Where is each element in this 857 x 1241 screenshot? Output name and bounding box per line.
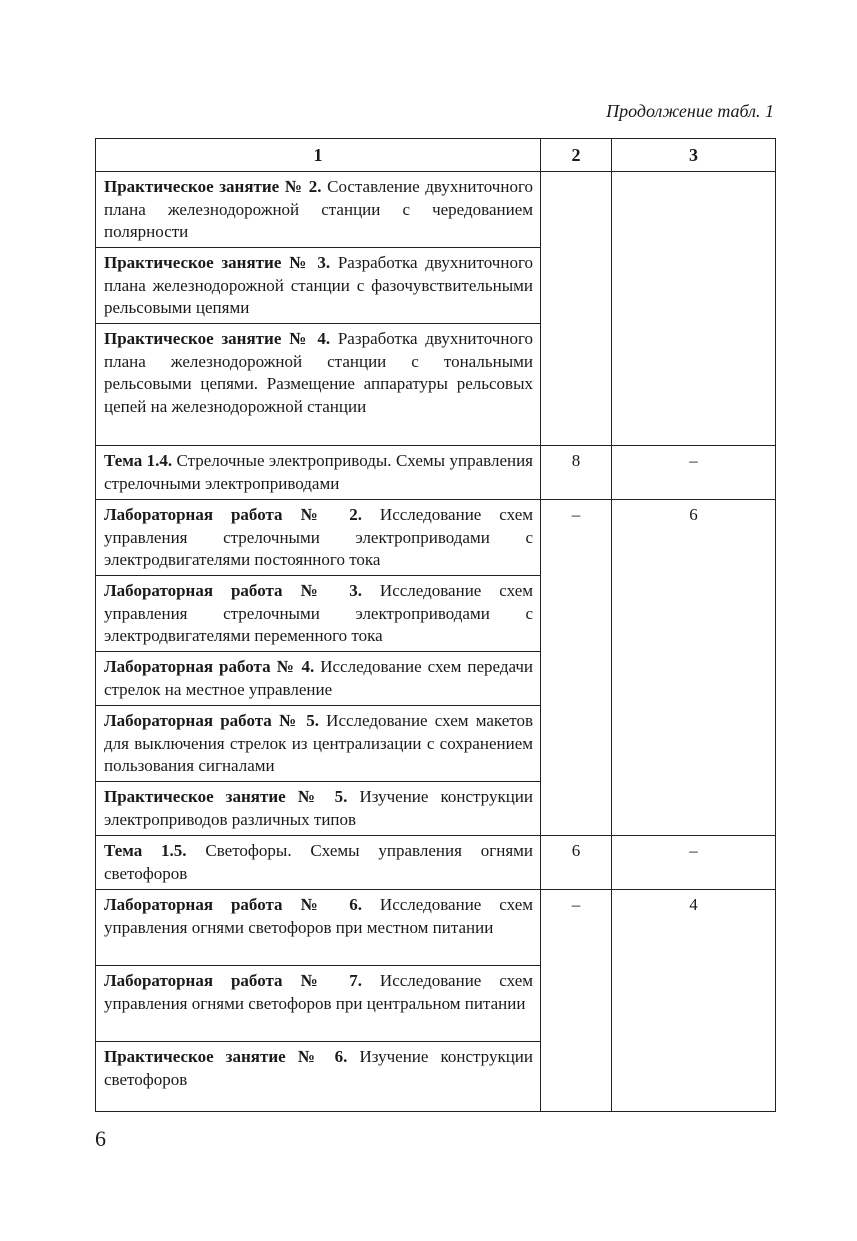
row-title: Лабораторная работа № 7. — [104, 971, 362, 990]
row-title: Лабораторная работа № 2. — [104, 505, 362, 524]
row-text: Исследование схем управления стрелочными электроприводами с электродвигателями постоянного тока — [104, 505, 533, 570]
lab-hours-cell: – — [612, 836, 776, 890]
header-col-3: 3 — [612, 139, 776, 172]
row-topic — [96, 706, 541, 782]
row-text: Светофоры. Схемы управления огнями светофоров — [104, 841, 533, 883]
row-text: Разработка двухниточного плана железнодорожной станции с фазочувствительными рельсовыми цепями — [104, 253, 533, 318]
table-header-row — [96, 139, 776, 172]
header-col-1: 1 — [96, 139, 541, 172]
row-topic — [96, 1042, 541, 1112]
row-text: Исследование схем управления огнями светофоров при местном питании — [104, 895, 533, 937]
lab-hours-cell: 4 — [612, 890, 776, 1112]
hours-cell: 6 — [541, 836, 612, 890]
row-topic — [96, 500, 541, 576]
hours-cell — [541, 172, 612, 446]
curriculum-table — [95, 138, 776, 1112]
table-row — [96, 446, 776, 500]
row-title: Практическое занятие № 3. — [104, 253, 331, 272]
row-title: Практическое занятие № 5. — [104, 787, 348, 806]
row-title: Лабораторная работа № 4. — [104, 657, 315, 676]
row-title: Практическое занятие № 2. — [104, 177, 322, 196]
lab-hours-cell: – — [612, 446, 776, 500]
hours-cell: – — [541, 890, 612, 1112]
hours-cell: 8 — [541, 446, 612, 500]
row-topic — [96, 172, 541, 248]
table-row — [96, 172, 776, 248]
row-topic — [96, 782, 541, 836]
row-topic — [96, 324, 541, 446]
row-topic — [96, 966, 541, 1042]
row-text: Изучение конструкции светофоров — [104, 1047, 533, 1089]
table-row — [96, 836, 776, 890]
table-continuation-caption: Продолжение табл. 1 — [606, 101, 774, 121]
row-text: Стрелочные электроприводы. Схемы управления стрелочными электроприводами — [104, 451, 533, 493]
lab-hours-cell: 6 — [612, 500, 776, 836]
row-title: Лабораторная работа № 3. — [104, 581, 362, 600]
row-topic — [96, 446, 541, 500]
header-col-2: 2 — [541, 139, 612, 172]
row-text: Разработка двухниточного плана железнодорожной станции с тональными рельсовыми цепями. Размещение аппаратуры рельсовых цепей на железнодорожной станции — [104, 329, 533, 416]
hours-cell: – — [541, 500, 612, 836]
row-title: Практическое занятие № 6. — [104, 1047, 348, 1066]
row-topic — [96, 248, 541, 324]
lab-hours-cell — [612, 172, 776, 446]
row-title: Лабораторная работа № 5. — [104, 711, 319, 730]
table-row — [96, 890, 776, 966]
row-topic — [96, 836, 541, 890]
row-title: Тема 1.4. — [104, 451, 173, 470]
page-number: 6 — [95, 1126, 106, 1151]
table-row — [96, 500, 776, 576]
row-topic — [96, 652, 541, 706]
row-title: Лабораторная работа № 6. — [104, 895, 362, 914]
row-text: Исследование схем управления огнями светофоров при центральном питании — [104, 971, 533, 1013]
row-text: Составление двухниточного плана железнодорожной станции с чередованием полярности — [104, 177, 533, 242]
row-text: Исследование схем передачи стрелок на местное управление — [104, 657, 533, 699]
row-topic — [96, 576, 541, 652]
row-title: Тема 1.5. — [104, 841, 187, 860]
row-title: Практическое занятие № 4. — [104, 329, 331, 348]
row-text: Исследование схем макетов для выключения стрелок из централизации с сохранением пользования сигналами — [104, 711, 533, 776]
row-text: Исследование схем управления стрелочными электроприводами с электродвигателями переменного тока — [104, 581, 533, 646]
row-topic — [96, 890, 541, 966]
row-text: Изучение конструкции электроприводов различных типов — [104, 787, 533, 829]
